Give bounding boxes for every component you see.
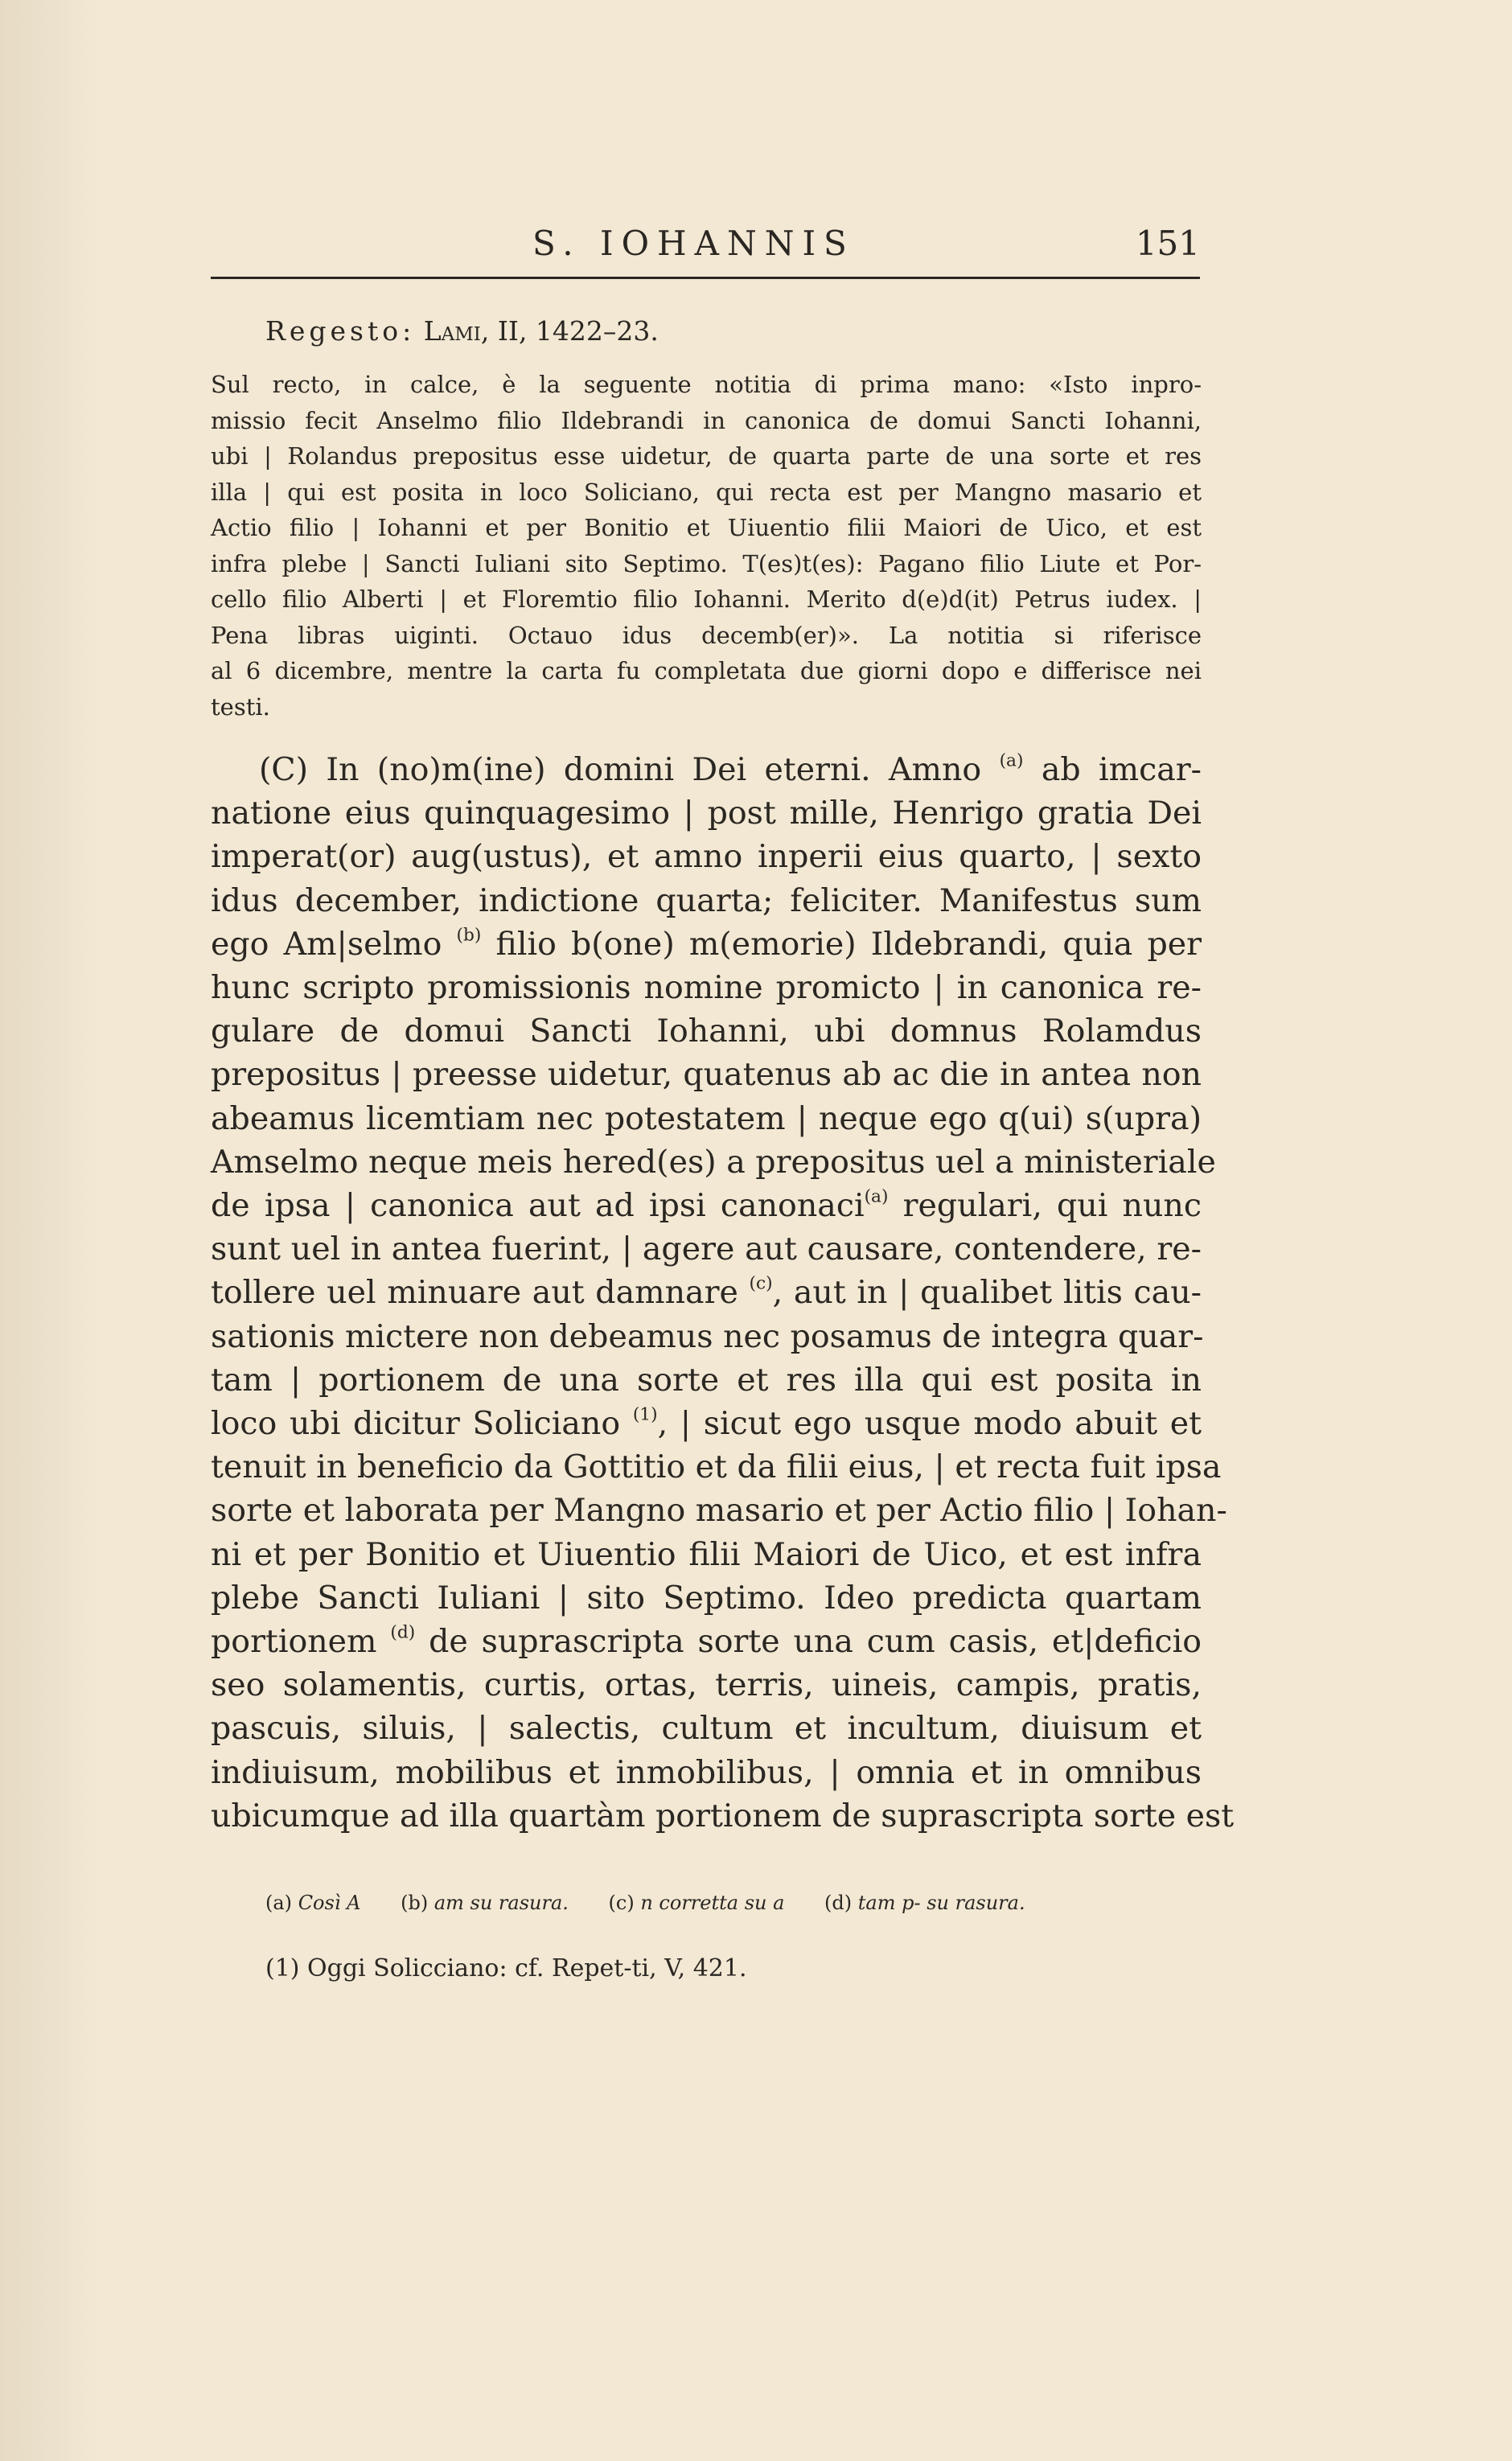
charter-line bbox=[211, 748, 1202, 791]
charter-line: plebe Sancti Iuliani | sito Septimo. Ideo predicta quartam bbox=[211, 1579, 1202, 1617]
apparatus-item bbox=[609, 1892, 785, 1914]
charter-line: sationis mictere non debeamus nec posamus de integra quar- bbox=[211, 1317, 1204, 1355]
charter-line bbox=[211, 1402, 1202, 1445]
header-rule bbox=[211, 277, 1200, 279]
apparatus-mark: (c) bbox=[608, 1892, 635, 1914]
regesto-line bbox=[265, 315, 659, 347]
footnote-mark: (1) bbox=[265, 1954, 300, 1982]
apparatus-text: Così A bbox=[298, 1892, 361, 1914]
charter-line: Amselmo neque meis hered(es) a prepositus uel a ministeriale bbox=[211, 1143, 1216, 1181]
regesto-label: Regesto: bbox=[265, 315, 416, 347]
apparatus-item bbox=[824, 1892, 1025, 1914]
charter-line: gulare de domui Sancti Iohanni, ubi domnus Rolamdus bbox=[211, 1013, 1202, 1050]
running-header bbox=[211, 224, 1200, 265]
charter-text-span: (C) In (no)m(ine) domini Dei eterni. Amno bbox=[259, 751, 1000, 788]
footnote-text: Oggi Solicciano: cf. Repet-ti, V, 421. bbox=[307, 1954, 747, 1982]
apparatus-mark: (b) bbox=[401, 1892, 429, 1914]
apparatus-item bbox=[265, 1892, 360, 1914]
apparatus-ref: (d) bbox=[390, 1622, 416, 1643]
apparatus-ref: (a) bbox=[999, 750, 1024, 771]
charter-line bbox=[211, 1271, 1202, 1314]
apparatus-text: n corretta su a bbox=[640, 1892, 785, 1914]
charter-line: tam | portionem de una sorte et res illa qui est posita in bbox=[211, 1361, 1202, 1399]
note-line: testi. bbox=[211, 692, 270, 721]
charter-line: indiuisum, mobilibus et inmobilibus, | omnia et in omnibus bbox=[211, 1753, 1202, 1791]
apparatus-ref: (a) bbox=[864, 1186, 889, 1207]
note-line: illa | qui est posita in loco Soliciano, qui recta est per Mangno masario et bbox=[211, 478, 1202, 506]
charter-line: ubicumque ad illa quartàm portionem de suprascripta sorte est bbox=[211, 1797, 1235, 1834]
note-line: Sul recto, in calce, è la seguente notitia di prima mano: «Isto inpro- bbox=[211, 371, 1202, 398]
charter-text bbox=[211, 748, 1235, 1838]
apparatus-mark: (a) bbox=[265, 1892, 293, 1914]
note-line: Pena libras uiginti. Octauo idus decemb(er)». La notitia si riferisce bbox=[211, 621, 1202, 649]
note-line: al 6 dicembre, mentre la carta fu completata due giorni dopo e differisce nei bbox=[211, 657, 1202, 684]
regesto-ref: , II, 1422–23. bbox=[480, 315, 659, 347]
charter-line: sorte et laborata per Mangno masario et per Actio filio | Iohan- bbox=[211, 1492, 1227, 1530]
apparatus-ref: (c) bbox=[749, 1274, 773, 1295]
charter-line: hunc scripto promissionis nomine promicto | in canonica re- bbox=[211, 969, 1202, 1007]
regesto-source: Lami bbox=[423, 315, 481, 347]
charter-line: abeamus licemtiam nec potestatem | neque ego q(ui) s(upra) bbox=[211, 1099, 1202, 1137]
charter-line: sunt uel in antea fuerint, | agere aut causare, contendere, re- bbox=[211, 1230, 1202, 1268]
note-line: Actio filio | Iohanni et per Bonitio et Uiuentio filii Maiori de Uico, et est bbox=[211, 514, 1202, 541]
charter-line bbox=[211, 1620, 1202, 1663]
charter-line: ni et per Bonitio et Uiuentio filii Maiori de Uico, et est infra bbox=[211, 1535, 1202, 1573]
apparatus-ref: (b) bbox=[456, 925, 482, 946]
apparatus-text: am su rasura. bbox=[433, 1892, 569, 1914]
apparatus-text: tam p- su rasura. bbox=[857, 1892, 1025, 1914]
charter-text-span: tollere uel minuare aut damnare bbox=[211, 1274, 750, 1312]
charter-line: natione eius quinquagesimo | post mille, Henrigo gratia Dei bbox=[211, 795, 1202, 832]
charter-text-span: , aut in | qualibet litis cau- bbox=[772, 1274, 1202, 1312]
charter-text-span: de suprascripta sorte una cum casis, et|deficio bbox=[415, 1623, 1202, 1661]
footnote bbox=[265, 1954, 747, 1982]
charter-text-span: , | sicut ego usque modo abuit et bbox=[657, 1405, 1202, 1443]
charter-text-span: de ipsa | canonica aut ad ipsi canonaci bbox=[211, 1187, 865, 1225]
charter-line: pascuis, siluis, | salectis, cultum et incultum, diuisum et bbox=[211, 1710, 1202, 1748]
critical-apparatus bbox=[265, 1892, 1059, 1914]
charter-text-span: portionem bbox=[211, 1623, 391, 1661]
charter-line bbox=[211, 1184, 1202, 1227]
running-title: S. IOHANNIS bbox=[532, 224, 855, 263]
charter-text-span: ego Am|selmo bbox=[211, 925, 457, 963]
note-line: ubi | Rolandus prepositus esse uidetur, de quarta parte de una sorte et res bbox=[211, 442, 1202, 470]
charter-text-span: filio b(one) m(emorie) Ildebrandi, quia per bbox=[481, 925, 1202, 963]
charter-line bbox=[211, 922, 1202, 966]
apparatus-item bbox=[401, 1892, 569, 1914]
charter-line: seo solamentis, curtis, ortas, terris, uineis, campis, pratis, bbox=[211, 1666, 1202, 1704]
charter-text-span: regulari, qui nunc bbox=[888, 1187, 1202, 1225]
charter-text-span: ab imcar- bbox=[1023, 751, 1202, 788]
apparatus-mark: (d) bbox=[824, 1892, 853, 1914]
note-line: cello filio Alberti | et Floremtio filio Iohanni. Merito d(e)d(it) Petrus iudex. | bbox=[211, 585, 1202, 613]
editorial-note bbox=[211, 367, 1202, 725]
charter-line: idus december, indictione quarta; feliciter. Manifestus sum bbox=[211, 881, 1202, 919]
page-edge-shadow bbox=[0, 0, 97, 2461]
charter-text-span: loco ubi dicitur Soliciano bbox=[211, 1405, 633, 1443]
charter-line: imperat(or) aug(ustus), et amno inperii eius quarto, | sexto bbox=[211, 838, 1202, 876]
charter-line: prepositus | preesse uidetur, quatenus ab ac die in antea non bbox=[211, 1056, 1202, 1094]
note-line: infra plebe | Sancti Iuliani sito Septimo. T(es)t(es): Pagano filio Liute et Por- bbox=[211, 549, 1202, 577]
footnote-ref: (1) bbox=[632, 1404, 658, 1425]
page-number: 151 bbox=[1135, 224, 1200, 263]
charter-line: tenuit in beneficio da Gottitio et da filii eius, | et recta fuit ipsa bbox=[211, 1448, 1222, 1486]
note-line: missio fecit Anselmo filio Ildebrandi in canonica de domui Sancti Iohanni, bbox=[211, 406, 1202, 434]
